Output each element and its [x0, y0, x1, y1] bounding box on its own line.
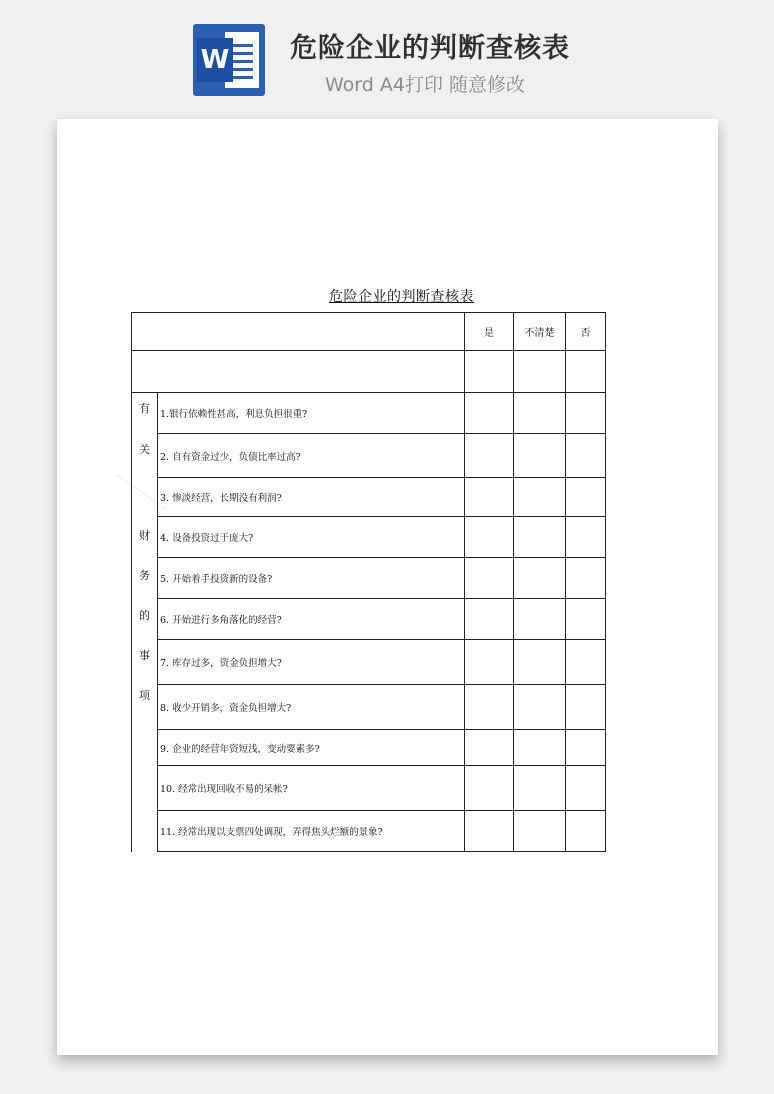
answer-cell[interactable] — [514, 478, 566, 517]
question-5: 5. 开始着手投资新的设备? — [158, 558, 465, 599]
answer-cell[interactable] — [465, 478, 514, 517]
page-subtitle: Word A4打印 随意修改 — [325, 74, 526, 96]
answer-cell[interactable] — [465, 599, 514, 640]
answer-cell[interactable] — [566, 351, 606, 393]
answer-cell[interactable] — [465, 434, 514, 478]
table-row — [132, 766, 606, 811]
answer-cell[interactable] — [566, 811, 606, 852]
answer-cell[interactable] — [566, 766, 606, 811]
table-row — [132, 685, 606, 730]
word-app-icon — [193, 24, 265, 96]
answer-cell[interactable] — [514, 517, 566, 558]
table-row — [132, 517, 606, 558]
table-row — [132, 478, 606, 517]
answer-cell[interactable] — [465, 558, 514, 599]
question-4: 4. 设备投资过于庞大? — [158, 517, 465, 558]
side-category-label: 有 关 财 务 的 事 项 — [132, 393, 158, 852]
question-3: 3. 惨淡经营，长期没有利润? — [158, 478, 465, 517]
question-6: 6. 开始进行多角落化的经营? — [158, 599, 465, 640]
table-row — [132, 434, 606, 478]
column-yes: 是 — [465, 313, 514, 351]
question-7: 7. 库存过多，资金负担增大? — [158, 640, 465, 685]
answer-cell[interactable] — [465, 811, 514, 852]
answer-cell[interactable] — [514, 351, 566, 393]
answer-cell[interactable] — [514, 558, 566, 599]
table-row — [132, 558, 606, 599]
answer-cell[interactable] — [514, 730, 566, 766]
table-row — [132, 730, 606, 766]
table-row — [132, 811, 606, 852]
answer-cell[interactable] — [465, 393, 514, 434]
question-1: 1.银行依赖性甚高，利息负担很重? — [158, 393, 465, 434]
answer-cell[interactable] — [514, 685, 566, 730]
header-blank-cell — [132, 313, 465, 351]
answer-cell[interactable] — [566, 434, 606, 478]
answer-cell[interactable] — [465, 351, 514, 393]
answer-cell[interactable] — [465, 730, 514, 766]
question-11: 11. 经常出现以支票四处调现，弄得焦头烂额的景象? — [158, 811, 465, 852]
answer-cell[interactable] — [514, 599, 566, 640]
column-no: 否 — [566, 313, 606, 351]
answer-cell[interactable] — [566, 393, 606, 434]
table-row — [132, 640, 606, 685]
answer-cell[interactable] — [514, 640, 566, 685]
table-row — [132, 393, 606, 434]
column-unsure: 不清楚 — [514, 313, 566, 351]
word-letter: W — [197, 38, 233, 82]
question-10: 10. 经常出现回收不易的呆帐? — [158, 766, 465, 811]
answer-cell[interactable] — [465, 685, 514, 730]
answer-cell[interactable] — [514, 811, 566, 852]
checklist-table — [131, 312, 606, 852]
table-header-row — [132, 313, 606, 351]
answer-cell[interactable] — [566, 517, 606, 558]
answer-cell[interactable] — [514, 393, 566, 434]
answer-cell[interactable] — [465, 517, 514, 558]
answer-cell[interactable] — [514, 766, 566, 811]
question-2: 2. 自有资金过少，负债比率过高? — [158, 434, 465, 478]
watermark: ⸻ — [105, 459, 177, 522]
answer-cell[interactable] — [566, 685, 606, 730]
answer-cell[interactable] — [566, 478, 606, 517]
answer-cell[interactable] — [566, 599, 606, 640]
answer-cell[interactable] — [566, 558, 606, 599]
answer-cell[interactable] — [465, 640, 514, 685]
table-row — [132, 599, 606, 640]
answer-cell[interactable] — [514, 434, 566, 478]
document-title: 危险企业的判断查核表 — [329, 289, 474, 305]
question-8: 8. 收少开销多，资金负担增大? — [158, 685, 465, 730]
table-row — [132, 351, 606, 393]
answer-cell[interactable] — [566, 640, 606, 685]
page-title: 危险企业的判断查核表 — [290, 33, 570, 64]
answer-cell[interactable] — [465, 766, 514, 811]
answer-cell[interactable] — [566, 730, 606, 766]
question-9: 9. 企业的经营年资短浅，变动要素多? — [158, 730, 465, 766]
